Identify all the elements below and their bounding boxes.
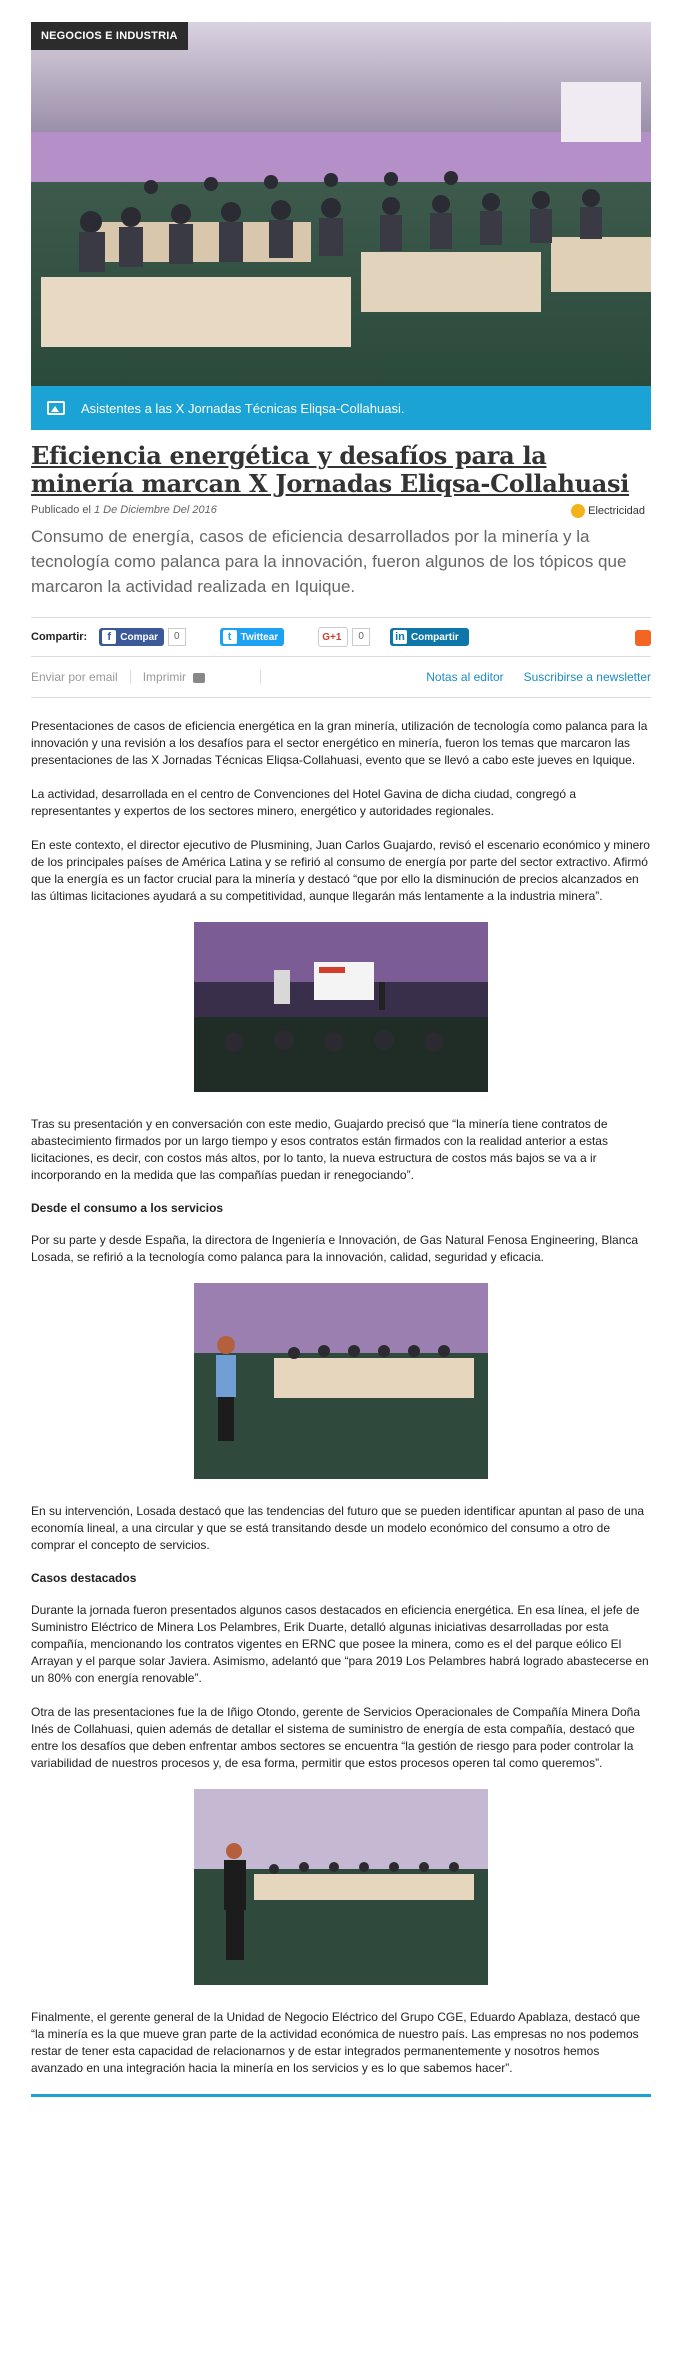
paragraph: Finalmente, el gerente general de la Unidad de Negocio Eléctrico del Grupo CGE, Eduardo Apablaza, destacó que “la minería es la que mueve gran parte de la actividad económica de nuestro país. Las empresas no nos podemos restar de tener esta capacidad de relacionarnos y de estar integrados permanentemente y nosotros hemos avanzado en una integración hacia la minería en los servicios y es lo que sabemos hacer”. — [31, 2010, 641, 2075]
speaker-photo — [194, 1283, 488, 1479]
category-tag[interactable]: NEGOCIOS E INDUSTRIA — [31, 22, 188, 50]
paragraph: La actividad, desarrollada en el centro de Convenciones del Hotel Gavina de dicha ciudad, congregó a representantes y expertos de los sectores minero, energético y autoridades regionales. — [31, 787, 577, 818]
article-photo-1[interactable] — [194, 922, 488, 1092]
article-end-divider — [31, 2094, 651, 2097]
linkedin-icon: in — [393, 630, 407, 644]
article-title: Eficiencia energética y desafíos para la minería marcan X Jornadas Eliqsa-Collahuasi — [31, 441, 630, 498]
rss-icon[interactable] — [635, 630, 651, 646]
published-label: Publicado el — [31, 504, 91, 516]
paragraph: Por su parte y desde España, la directora de Ingeniería e Innovación, de Gas Natural Fenosa Engineering, Blanca Losada, se refirió a la tecnología como palanca para la innovación, calidad, seguridad y eficacia. — [31, 1233, 639, 1264]
share-label: Compartir: — [31, 631, 88, 643]
speaker-photo — [194, 1789, 488, 1985]
facebook-share-count: 0 — [168, 628, 186, 646]
facebook-share-label: Compar — [120, 631, 159, 643]
twitter-share-button[interactable] — [220, 628, 285, 646]
paragraph: Presentaciones de casos de eficiencia energética en la gran minería, utilización de tecnología como palanca para la innovación y una revisión a los desafíos para el sector energético en minería, fueron los temas que marcaron las presentaciones de las X Jornadas Técnicas Eliqsa-Collahuasi, evento que se llevó a cabo este jueves en Iquique. — [31, 719, 648, 767]
paragraph: En su intervención, Losada destacó que las tendencias del futuro que se pueden identificar apuntan al paso de una economía lineal, a una circular y que se está transitando desde un modelo económico del consumo a otro de comprar el concepto de servicios. — [31, 1504, 645, 1552]
category-link[interactable] — [571, 504, 645, 518]
twitter-share-label: Twittear — [240, 631, 279, 643]
article-container — [31, 22, 651, 2097]
hero-image[interactable] — [31, 22, 651, 430]
print-label: Imprimir — [142, 670, 187, 684]
linkedin-share-button[interactable] — [390, 628, 469, 646]
hero-caption — [31, 386, 651, 430]
gplus-share-count: 0 — [352, 628, 370, 646]
printer-icon — [193, 673, 205, 683]
conference-photo — [31, 22, 651, 387]
section-heading: Casos destacados — [31, 1571, 137, 1585]
article-lead: Consumo de energía, casos de eficiencia desarrollados por la minería y la tecnología como palanca para la innovación, fueron algunos de los tópicos que marcaron la actividad realizada en Iquique. — [31, 527, 627, 596]
article-meta — [31, 504, 651, 522]
gplus-label: G+1 — [322, 631, 342, 643]
article-tools — [31, 657, 651, 698]
image-icon — [47, 401, 65, 415]
publish-date: 1 De Diciembre Del 2016 — [94, 504, 217, 516]
notes-to-editor-link[interactable]: Notas al editor — [426, 670, 504, 684]
gplus-share-button[interactable] — [318, 627, 348, 647]
tool-links — [406, 670, 651, 684]
email-link[interactable]: Enviar por email — [31, 670, 131, 684]
hero-caption-text: Asistentes a las X Jornadas Técnicas Eliqsa-Collahuasi. — [81, 400, 405, 416]
newsletter-link[interactable]: Suscribirse a newsletter — [523, 670, 651, 684]
paragraph: En este contexto, el director ejecutivo de Plusmining, Juan Carlos Guajardo, revisó el escenario económico y minero de los principales países de América Latina y se refirió al consumo de energía por parte del sector extractivo. Afirmó que la energía es un factor crucial para la minería y destacó “que por ello la disminución de precios alcanzados en las últimas licitaciones ayudará a su competitividad, aunque llegarán más lentamente a la industria minera”. — [31, 838, 650, 903]
category-label: Electricidad — [588, 505, 645, 517]
linkedin-share-label: Compartir — [410, 631, 459, 643]
article-photo-2[interactable] — [194, 1283, 488, 1479]
print-link[interactable] — [143, 670, 262, 684]
article-photo-3[interactable] — [194, 1789, 488, 1985]
speaker-photo — [194, 922, 488, 1092]
facebook-share-button[interactable] — [99, 628, 164, 646]
share-bar — [31, 617, 651, 657]
section-heading: Desde el consumo a los servicios — [31, 1201, 224, 1215]
lightbulb-icon — [571, 504, 585, 518]
paragraph: Otra de las presentaciones fue la de Iñigo Otondo, gerente de Servicios Operacionales de Compañía Minera Doña Inés de Collahuasi, quien además de detallar el sistema de suministro de energía de esta compañía, destacó que entre los desafíos que deben enfrentar ambos sectores se encuentra “la gestión de riesgo para poder controlar la variabilidad de nuestros procesos y, de esa forma, permitir que estos procesos operen tal como queremos”. — [31, 1705, 641, 1770]
paragraph: Tras su presentación y en conversación con este medio, Guajardo precisó que “la minería tiene contratos de abastecimiento firmados por un largo tiempo y esos contratos están firmados con la realidad anterior a estas licitaciones, es decir, con costos más altos, por lo tanto, la nueva estructura de costos más bajos se va a ir incorporando en la medida que las compañías puedan ir renegociando”. — [31, 1117, 608, 1182]
paragraph: Durante la jornada fueron presentados algunos casos destacados en eficiencia energética. En esa línea, el jefe de Suministro Eléctrico de Minera Los Pelambres, Erik Duarte, detalló algunas iniciativas desarrolladas por esta compañía, mencionando los contratos vigentes en ERNC que posee la minera, como es el del parque eólico El Arrayan y el parque solar Javiera. Asimismo, adelantó que “para 2019 Los Pelambres habrá logrado abastecerse en un 80% con energía renovable”. — [31, 1603, 649, 1685]
twitter-icon: t — [223, 630, 237, 644]
facebook-icon: f — [102, 630, 116, 644]
article-body — [31, 718, 651, 2077]
